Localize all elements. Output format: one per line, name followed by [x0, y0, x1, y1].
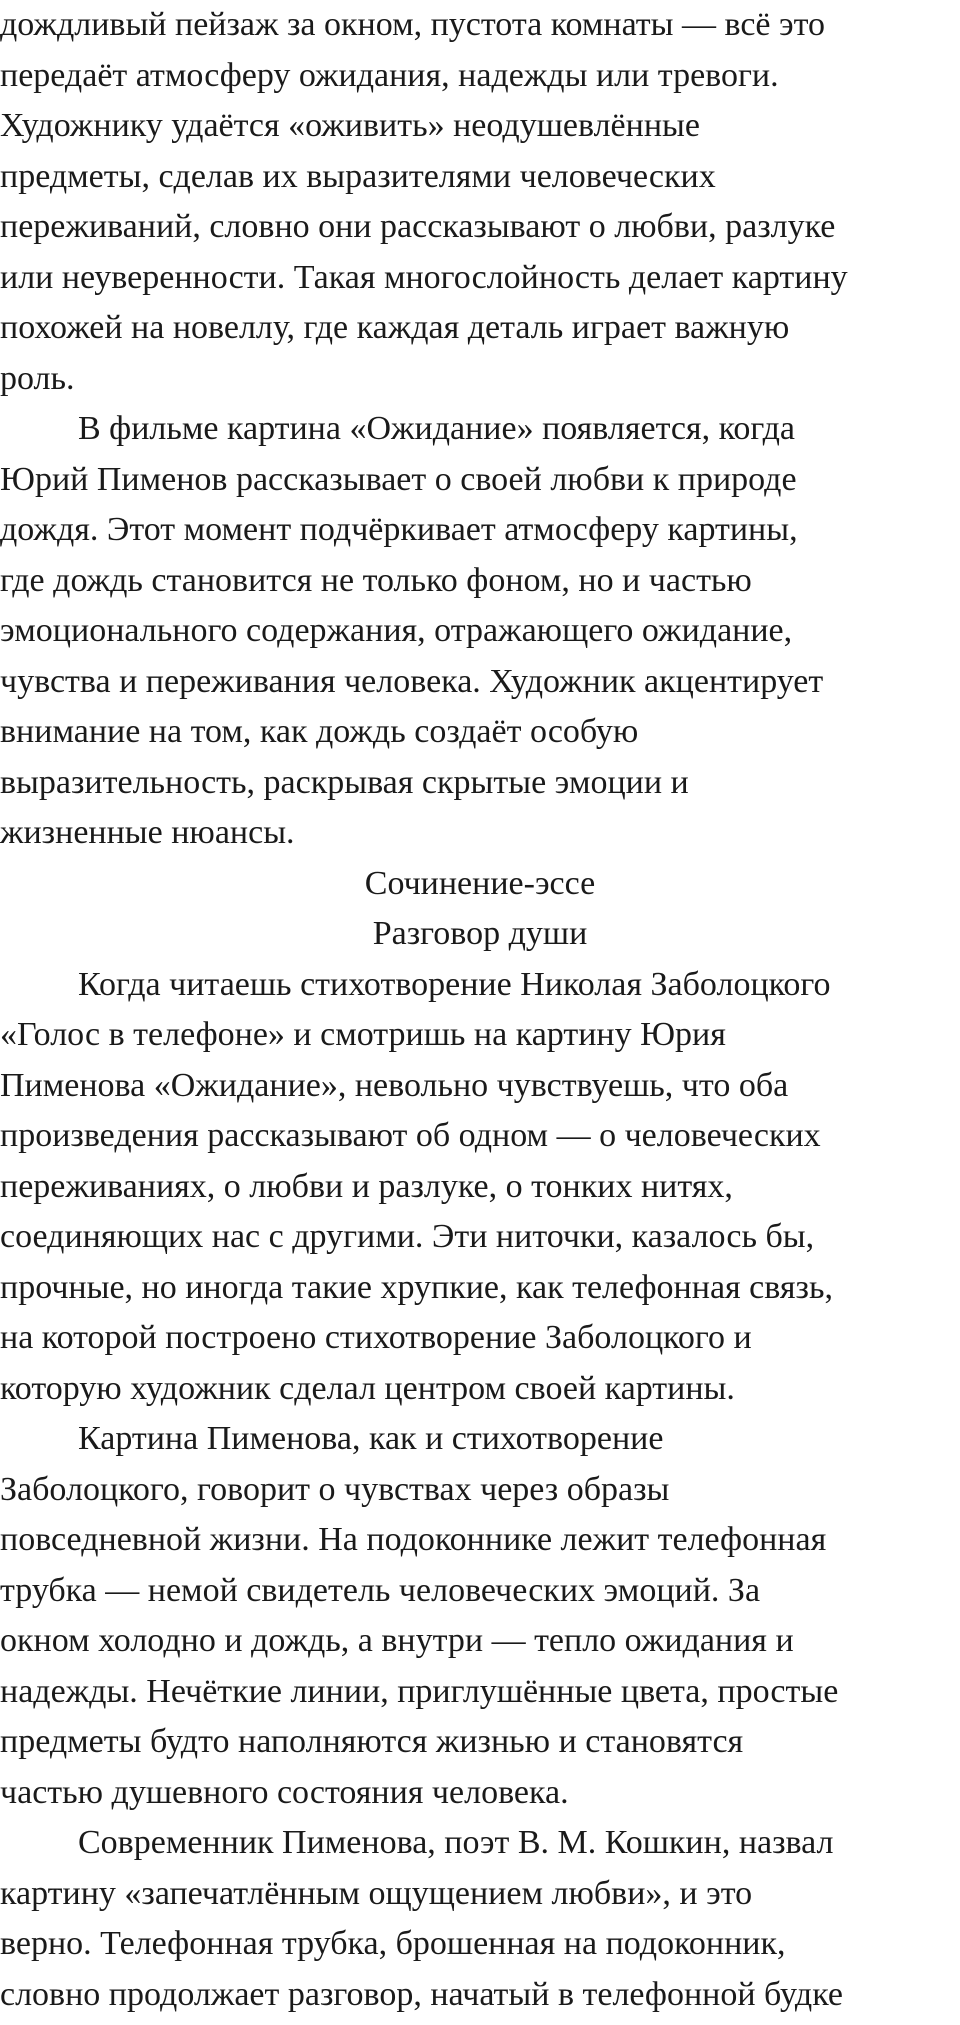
text-line: Юрий Пименов рассказывает о своей любви к природе	[0, 461, 797, 498]
text-line: дождливый пейзаж за окном, пустота комнаты — всё это	[0, 6, 826, 43]
text-line: словно продолжает разговор, начатый в телефонной будке	[0, 1976, 843, 2013]
text-line: повседневной жизни. На подоконнике лежит телефонная	[0, 1521, 827, 1558]
text-line: Заболоцкого, говорит о чувствах через образы	[0, 1471, 670, 1508]
text-line: Современник Пименова, поэт В. М. Кошкин, назвал	[78, 1824, 834, 1861]
text-line: предметы, сделав их выразителями человеческих	[0, 158, 716, 195]
text-line: переживаниях, о любви и разлуке, о тонких нитях,	[0, 1168, 733, 1205]
text-line: где дождь становится не только фоном, но и частью	[0, 562, 752, 599]
text-line: Картина Пименова, как и стихотворение	[78, 1420, 664, 1457]
text-line: выразительность, раскрывая скрытые эмоции и	[0, 764, 689, 801]
text-line: произведения рассказывают об одном — о человеческих	[0, 1117, 821, 1154]
text-line: передаёт атмосферу ожидания, надежды или тревоги.	[0, 57, 779, 94]
text-line: В фильме картина «Ожидание» появляется, когда	[78, 410, 796, 447]
text-line: предметы будто наполняются жизнью и становятся	[0, 1723, 744, 1760]
text-line: верно. Телефонная трубка, брошенная на подоконник,	[0, 1925, 786, 1962]
text-line: соединяющих нас с другими. Эти ниточки, казалось бы,	[0, 1218, 815, 1255]
text-line: частью душевного состояния человека.	[0, 1774, 569, 1811]
essay-heading: Сочинение-эссе	[364, 865, 596, 902]
text-line: которую художник сделал центром своей картины.	[0, 1370, 735, 1407]
essay-title: Разговор души	[372, 915, 588, 952]
text-line: жизненные нюансы.	[0, 814, 295, 851]
text-line: картину «запечатлённым ощущением любви», и это	[0, 1875, 753, 1912]
text-line: на которой построено стихотворение Заболоцкого и	[0, 1319, 752, 1356]
text-line: прочные, но иногда такие хрупкие, как телефонная связь,	[0, 1269, 833, 1306]
text-line: эмоционального содержания, отражающего ожидание,	[0, 612, 793, 649]
text-line: Когда читаешь стихотворение Николая Заболоцкого	[78, 966, 831, 1003]
text-line: чувства и переживания человека. Художник акцентирует	[0, 663, 824, 700]
text-line: похожей на новеллу, где каждая деталь играет важную	[0, 309, 790, 346]
text-line: «Голос в телефоне» и смотришь на картину Юрия	[0, 1016, 726, 1053]
text-line: внимание на том, как дождь создаёт особую	[0, 713, 639, 750]
text-line: дождя. Этот момент подчёркивает атмосферу картины,	[0, 511, 798, 548]
text-line: Художнику удаётся «оживить» неодушевлённые	[0, 107, 700, 144]
text-line: роль.	[0, 360, 75, 397]
text-line: или неуверенности. Такая многослойность делает картину	[0, 259, 848, 296]
text-line: надежды. Нечёткие линии, приглушённые цвета, простые	[0, 1673, 839, 1710]
text-line: трубка — немой свидетель человеческих эмоций. За	[0, 1572, 761, 1609]
text-line: Пименова «Ожидание», невольно чувствуешь, что оба	[0, 1067, 789, 1104]
text-line: переживаний, словно они рассказывают о любви, разлуке	[0, 208, 836, 245]
text-line: окном холодно и дождь, а внутри — тепло ожидания и	[0, 1622, 794, 1659]
